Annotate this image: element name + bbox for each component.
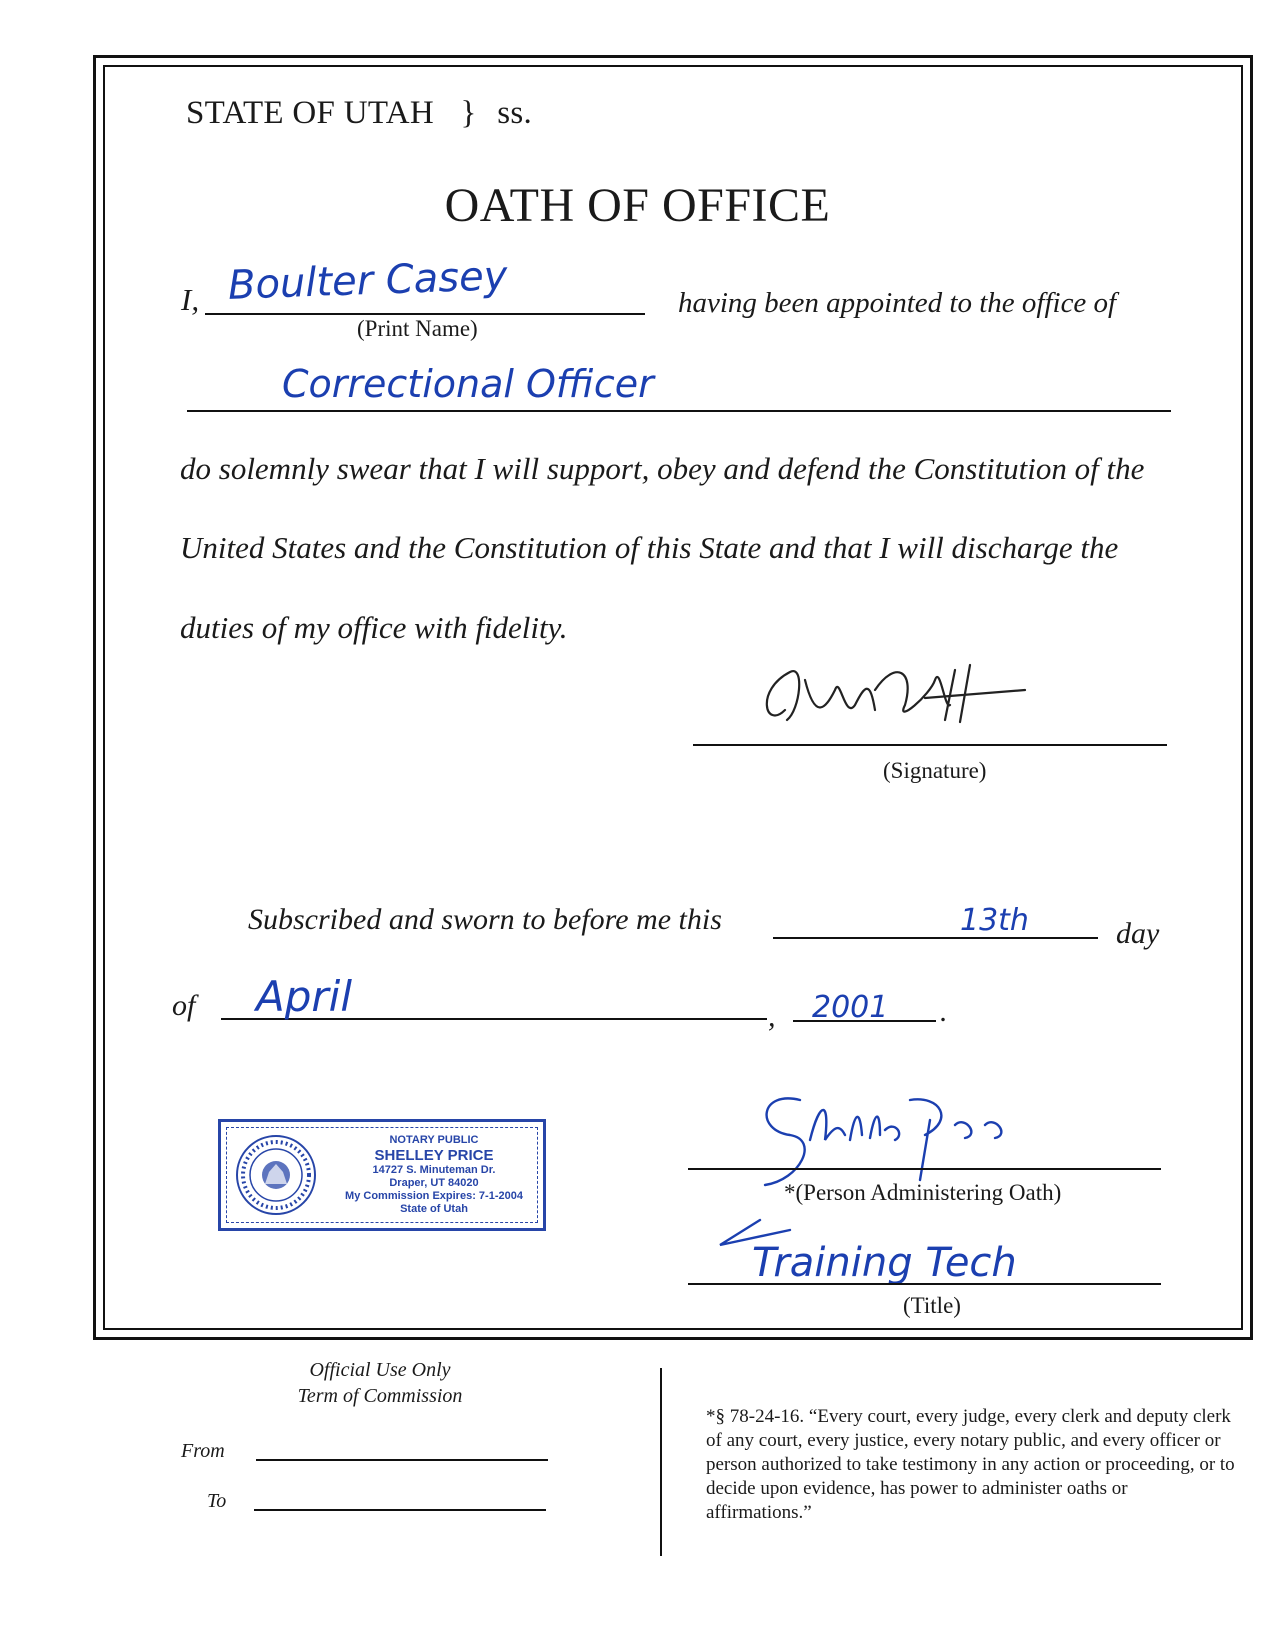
- from-rule: [256, 1459, 548, 1461]
- to-rule: [254, 1509, 546, 1511]
- day-rule: [773, 937, 1098, 939]
- state-heading: [186, 95, 532, 132]
- administering-rule: [688, 1168, 1161, 1170]
- official-use-heading: Official Use Only: [309, 1359, 451, 1381]
- page-title: OATH OF OFFICE: [444, 179, 831, 232]
- appointed-text: having been appointed to the office of: [678, 287, 1117, 319]
- state-line: STATE OF UTAH: [186, 95, 434, 131]
- month-handwritten: April: [256, 972, 352, 1021]
- ss-label: ss.: [497, 95, 533, 131]
- title-label: (Title): [903, 1293, 961, 1318]
- signature-scribble: [745, 650, 1045, 750]
- signature-label: (Signature): [883, 758, 987, 783]
- stamp-line-1: NOTARY PUBLIC: [389, 1134, 479, 1146]
- stamp-line-2: SHELLEY PRICE: [374, 1147, 494, 1164]
- subscribed-text: Subscribed and sworn to before me this: [248, 903, 722, 936]
- oath-line-3: duties of my office with fidelity.: [180, 610, 568, 645]
- day-handwritten: 13th: [960, 903, 1029, 938]
- title-rule: [688, 1283, 1161, 1285]
- period: .: [940, 995, 948, 1028]
- year-handwritten: 2001: [812, 990, 889, 1025]
- term-of-commission: Term of Commission: [297, 1385, 463, 1407]
- to-label: To: [207, 1490, 227, 1512]
- stamp-line-4: Draper, UT 84020: [389, 1177, 479, 1189]
- of-word: of: [172, 989, 196, 1022]
- name-rule: [205, 313, 645, 315]
- oath-line-1: do solemnly swear that I will support, obey and defend the Constitution of the: [180, 451, 1145, 486]
- office-rule: [187, 410, 1171, 412]
- title-handwritten: Training Tech: [752, 1240, 1017, 1286]
- statute-footnote: *§ 78-24-16. “Every court, every judge, every clerk and deputy clerk of any court, every justice, every notary public, and every officer or person authorized to take testimony in any action or proceeding, or to decide upon evidence, has power to administer oaths or affirmations.”: [706, 1406, 1235, 1523]
- administering-label: *(Person Administering Oath): [784, 1180, 1062, 1205]
- stamp-line-3: 14727 S. Minuteman Dr.: [372, 1164, 496, 1176]
- state-seal-icon: [235, 1134, 317, 1216]
- from-label: From: [181, 1440, 225, 1462]
- day-word: day: [1116, 917, 1160, 950]
- signature-rule: [693, 744, 1167, 746]
- stamp-line-5: My Commission Expires: 7-1-2004: [345, 1190, 523, 1202]
- i-prefix: I,: [181, 282, 200, 317]
- name-handwritten: Boulter Casey: [227, 253, 509, 309]
- comma: ,: [768, 1000, 776, 1033]
- footer-divider: [660, 1368, 662, 1556]
- brace: }: [460, 95, 477, 131]
- notary-stamp: [218, 1119, 546, 1231]
- print-name-label: (Print Name): [357, 316, 478, 341]
- office-handwritten: Correctional Officer: [282, 362, 654, 406]
- stamp-line-6: State of Utah: [400, 1203, 468, 1215]
- oath-line-2: United States and the Constitution of this State and that I will discharge the: [180, 530, 1119, 565]
